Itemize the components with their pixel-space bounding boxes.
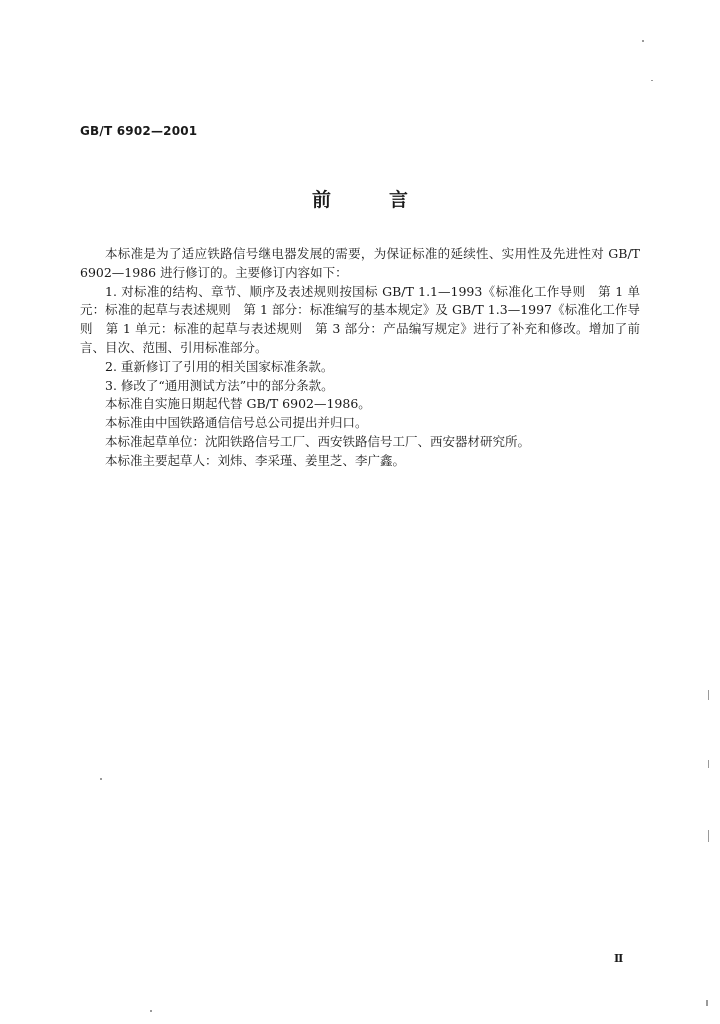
page-title <box>0 185 720 212</box>
scan-speck <box>150 1010 152 1012</box>
foreword-body <box>80 245 640 471</box>
title-char-1: 前 <box>311 189 331 211</box>
title-char-2: 言 <box>389 189 409 211</box>
paragraph-item-2: 2. 重新修订了引用的相关国家标准条款。 <box>105 358 334 374</box>
scan-speck <box>651 80 653 81</box>
scan-speck <box>708 760 709 768</box>
scan-speck <box>708 690 709 700</box>
paragraph-drafting-units: 本标准起草单位：沈阳铁路信号工厂、西安铁路信号工厂、西安器材研究所。 <box>105 433 531 449</box>
page-number: Ⅱ <box>614 952 624 965</box>
paragraph-item-3: 3. 修改了“通用测试方法”中的部分条款。 <box>105 377 334 393</box>
scan-speck <box>642 40 644 42</box>
scan-speck <box>706 1000 708 1006</box>
paragraph-proposer: 本标准由中国铁路通信信号总公司提出并归口。 <box>105 415 368 431</box>
paragraph-drafters: 本标准主要起草人：刘炜、李采瑾、姜里芝、李广鑫。 <box>105 452 406 468</box>
paragraph-replacement: 本标准自实施日期起代替 GB/T 6902—1986。 <box>105 396 371 412</box>
paragraph-intro: 本标准是为了适应铁路信号继电器发展的需要，为保证标准的延续性、实用性及先进性对 GB/T 6902—1986 进行修订的。主要修订内容如下： <box>80 246 640 280</box>
scan-speck <box>708 830 709 842</box>
standard-code: GB/T 6902—2001 <box>80 124 198 138</box>
paragraph-item-1: 1. 对标准的结构、章节、顺序及表述规则按国标 GB/T 1.1—1993《标准化工作导则 第 1 单元：标准的起草与表述规则 第 1 部分：标准编写的基本规定》及 GB/T 1.3—1997《标准化工作导则 第 1 单元：标准的起草与表述规则 第 3 部分：产品编写规定》进行了补充和修改。增加了前言、目次、范围、引用标准部分。 <box>80 283 640 355</box>
scan-speck <box>100 778 102 780</box>
